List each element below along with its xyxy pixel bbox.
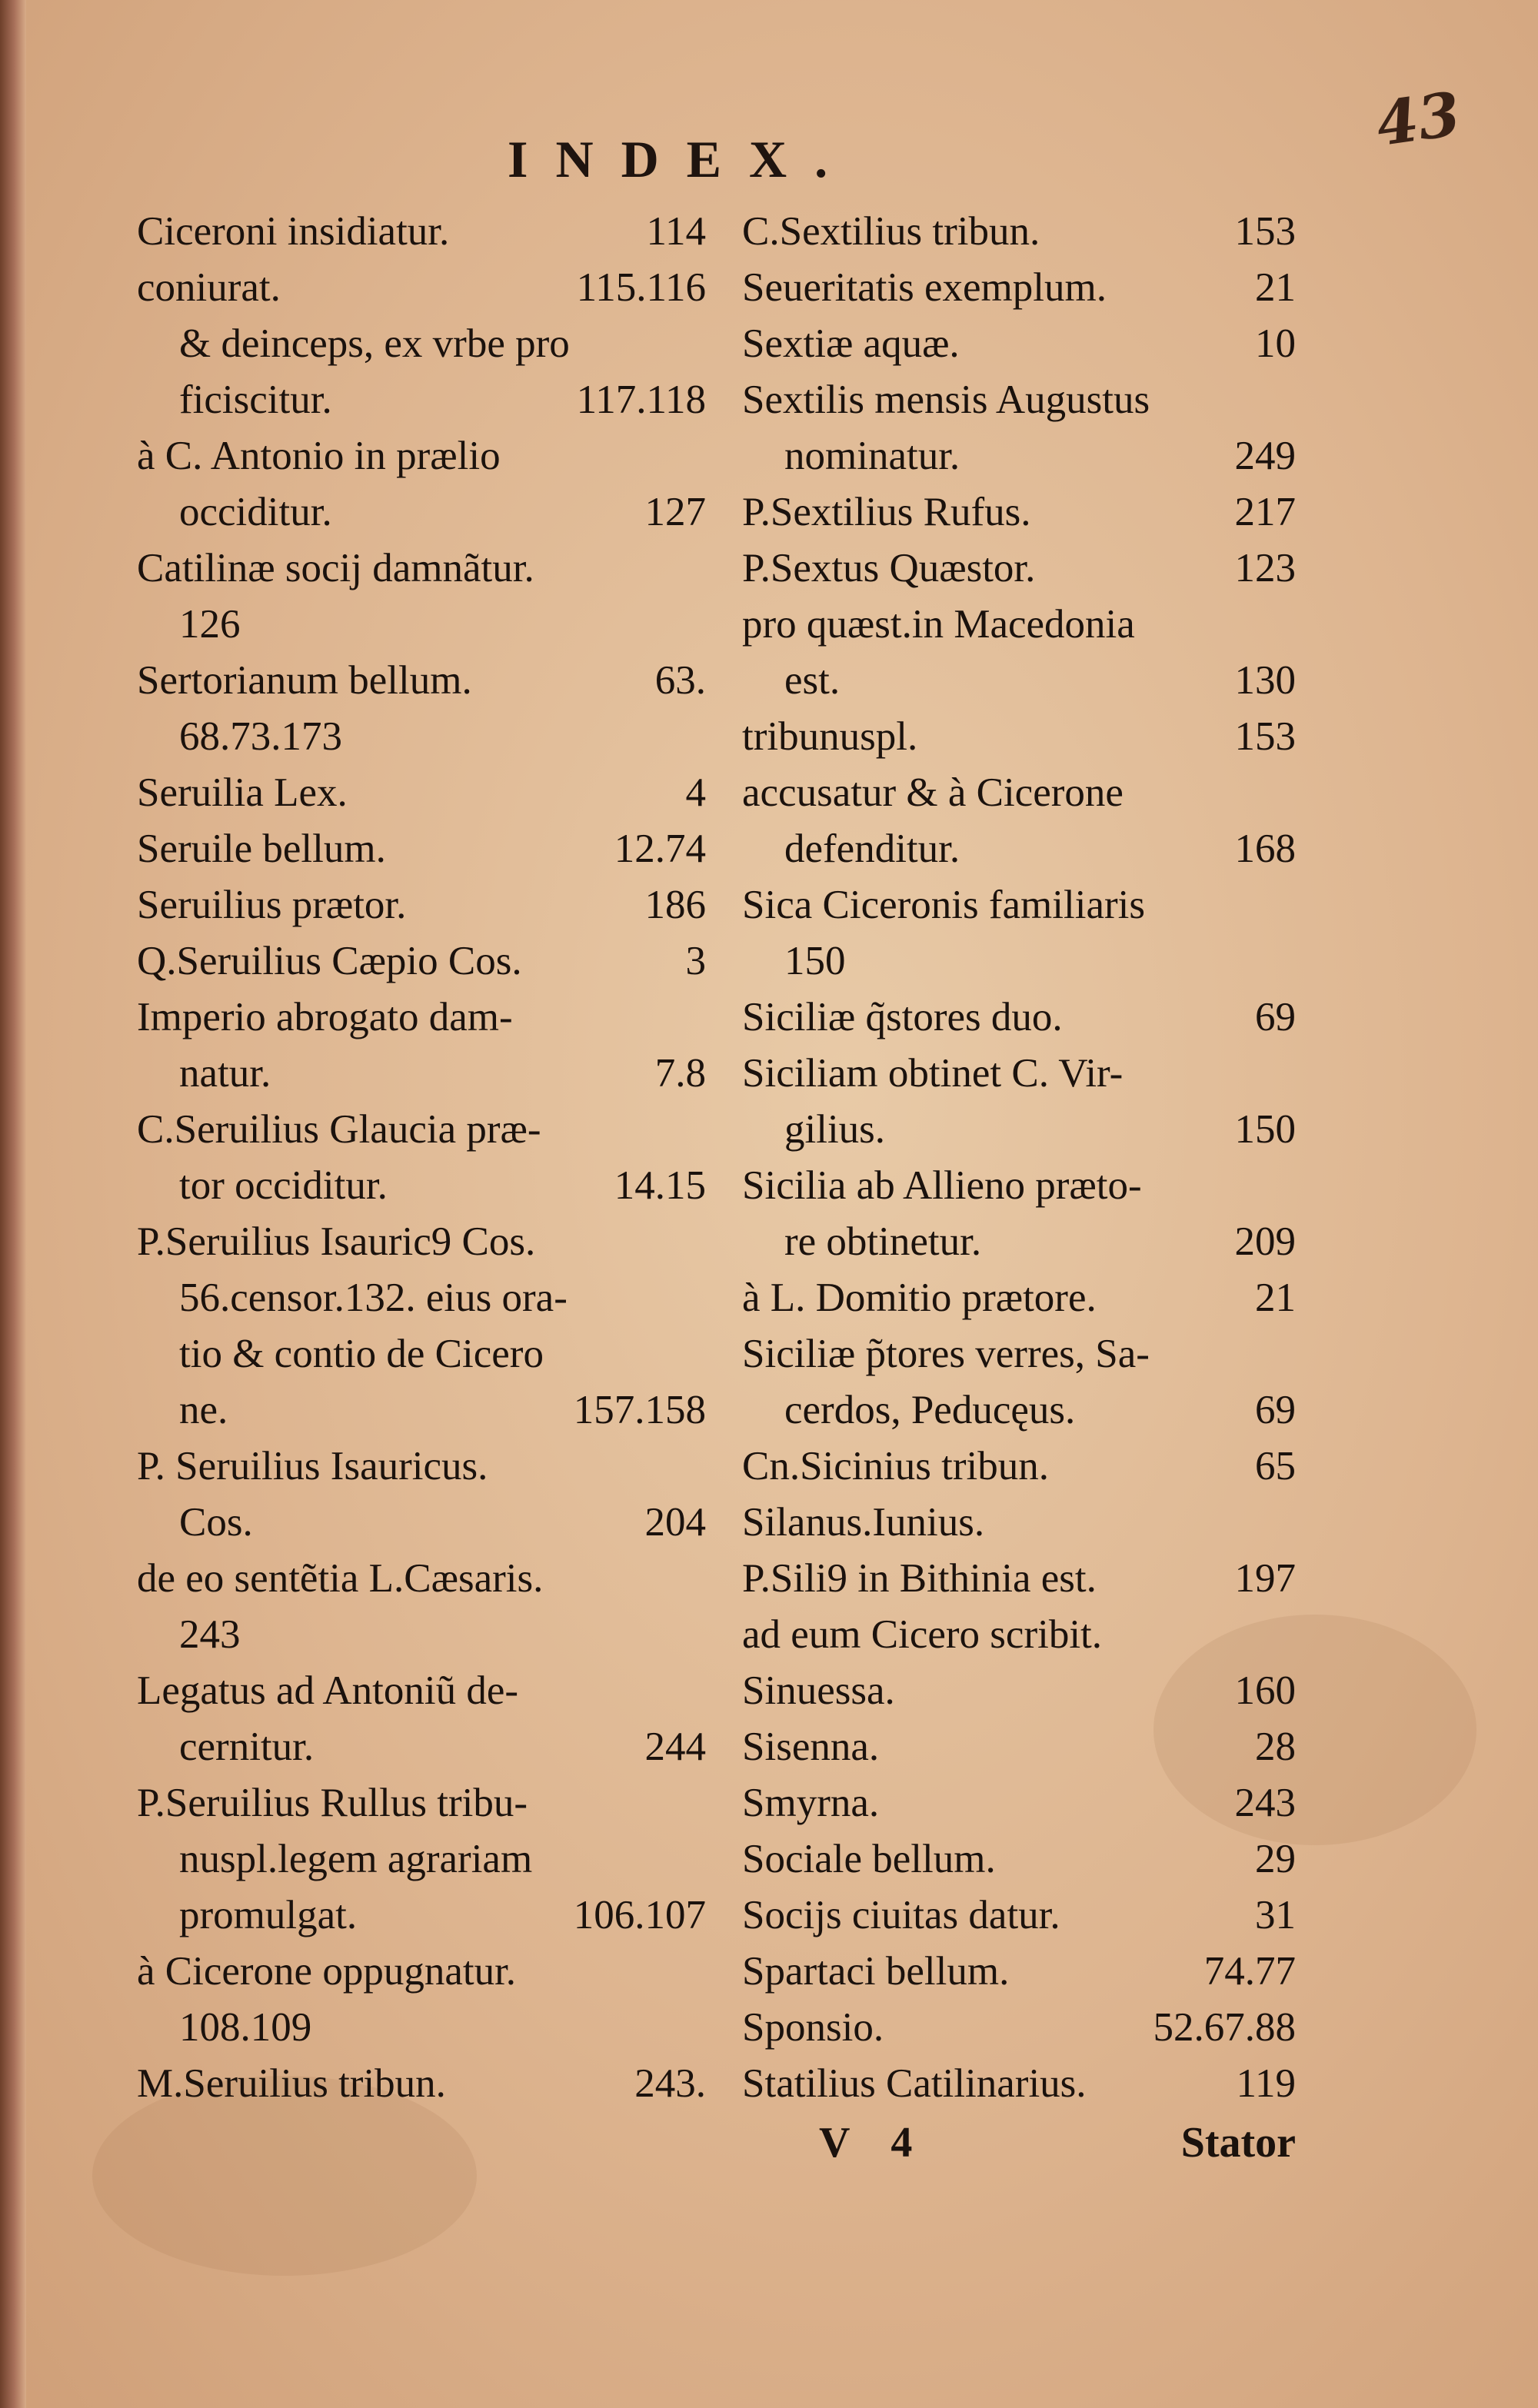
index-entry: [742, 2000, 1296, 2056]
index-entry-text: P. Seruilius Isauricus.: [137, 1444, 488, 1488]
index-entry-text: Legatus ad Antoniũ de-: [137, 1668, 519, 1713]
index-entry-text: Seueritatis exemplum.: [742, 265, 1107, 310]
index-entry-page: 186: [644, 883, 706, 927]
page-title: INDEX.: [508, 130, 856, 188]
index-entry-text: Smyrna.: [742, 1781, 880, 1825]
index-entry-text: Silanus.Iunius.: [742, 1500, 985, 1545]
index-entry-text: 68.73.173: [179, 714, 342, 759]
index-entry-page: 197: [1234, 1556, 1296, 1601]
index-entry-text: Sociale bellum.: [742, 1837, 996, 1881]
index-entry-page: 115.116: [576, 265, 706, 310]
index-entry: [137, 1495, 706, 1551]
index-entry-page: 14.15: [614, 1163, 706, 1208]
index-entry-text: tio & contio de Cicero: [179, 1332, 544, 1376]
index-entry-text: ficiscitur.: [179, 377, 332, 422]
index-entry-text: C.Seruilius Glaucia præ-: [137, 1107, 541, 1152]
index-entry-text: Siciliæ p̃tores verres, Sa-: [742, 1332, 1150, 1376]
index-entry: [742, 372, 1296, 428]
index-entry-page: 160: [1234, 1668, 1296, 1713]
index-entry-page: 52.67.88: [1153, 2005, 1296, 2050]
index-entry: [742, 989, 1296, 1046]
index-entry-page: 217: [1234, 490, 1296, 534]
index-entry-text: Socijs ciuitas datur.: [742, 1893, 1060, 1937]
index-entry: [137, 1831, 706, 1887]
index-entry-page: 204: [644, 1500, 706, 1545]
index-entry-text: re obtinetur.: [784, 1219, 982, 1264]
index-entry: [137, 709, 706, 765]
index-entry: [742, 1046, 1296, 1102]
index-entry-text: Siciliæ q̃stores duo.: [742, 995, 1063, 1039]
index-entry-page: 244: [644, 1725, 706, 1769]
index-entry: [137, 1887, 706, 1944]
index-entry: [742, 204, 1296, 260]
signature-mark: V 4: [819, 2119, 928, 2167]
index-entry-text: Sponsio.: [742, 2005, 884, 2050]
index-entry-text: accusatur & à Cicerone: [742, 770, 1124, 815]
index-entry: [137, 1775, 706, 1831]
page-footer: [742, 2118, 1296, 2174]
index-entry: [137, 1944, 706, 2000]
index-entry-text: P.Sextus Quæstor.: [742, 546, 1036, 590]
index-entry-text: Cos.: [179, 1500, 253, 1545]
book-spine-edge: [0, 0, 26, 2408]
index-entry: [137, 653, 706, 709]
index-entry-text: Sextilis mensis Augustus: [742, 377, 1150, 422]
index-entry-page: 119: [1236, 2061, 1296, 2106]
index-entry: [742, 1607, 1296, 1663]
index-entry: [137, 821, 706, 877]
index-entry: [137, 2000, 706, 2056]
index-entry: [742, 1495, 1296, 1551]
index-entry-text: nominatur.: [784, 434, 960, 478]
index-entry-text: tribunuspl.: [742, 714, 918, 759]
index-entry-page: 106.107: [573, 1893, 706, 1937]
index-entry-page: 4: [685, 770, 706, 815]
index-entry-text: Sica Ciceronis familiaris: [742, 883, 1145, 927]
index-entry: [137, 1158, 706, 1214]
index-entry: [742, 2056, 1296, 2112]
index-entry-page: 3: [685, 939, 706, 983]
index-entry: [137, 1214, 706, 1270]
index-entry-page: 69: [1255, 1388, 1296, 1432]
index-entry-text: Sinuessa.: [742, 1668, 895, 1713]
index-entry: [742, 1102, 1296, 1158]
index-entry-text: coniurat.: [137, 265, 281, 310]
index-entry-text: Sisenna.: [742, 1725, 880, 1769]
index-entry-text: & deinceps, ex vrbe pro: [179, 321, 570, 366]
index-entry: [137, 1438, 706, 1495]
index-entry-text: Seruilia Lex.: [137, 770, 348, 815]
index-entry: [137, 428, 706, 484]
index-entry-text: tor occiditur.: [179, 1163, 388, 1208]
index-entry: [137, 1382, 706, 1438]
index-entry-text: defenditur.: [784, 827, 960, 871]
index-entry-text: Cn.Sicinius tribun.: [742, 1444, 1050, 1488]
index-entry-page: 31: [1255, 1893, 1296, 1937]
index-entry-page: 249: [1234, 434, 1296, 478]
index-entry-text: occiditur.: [179, 490, 332, 534]
index-entry-text: Catilinæ socij damnãtur.: [137, 546, 534, 590]
index-entry-text: Sertorianum bellum.: [137, 658, 472, 703]
index-entry-page: 127: [644, 490, 706, 534]
index-entry: [137, 372, 706, 428]
index-entry: [137, 597, 706, 653]
index-entry: [137, 933, 706, 989]
index-entry-page: 243: [1234, 1781, 1296, 1825]
index-entry-page: 21: [1255, 1276, 1296, 1320]
index-entry-page: 114: [646, 209, 706, 254]
index-entry-page: 130: [1234, 658, 1296, 703]
index-entry-text: cernitur.: [179, 1725, 315, 1769]
index-entry: [742, 540, 1296, 597]
index-entry-page: 209: [1234, 1219, 1296, 1264]
index-entry-text: Imperio abrogato dam-: [137, 995, 513, 1039]
index-entry-text: de eo sentẽtia L.Cæsaris.: [137, 1556, 544, 1601]
index-entry: [137, 1326, 706, 1382]
index-entry-page: 168: [1234, 827, 1296, 871]
index-entry-page: 243.: [634, 2061, 706, 2106]
index-entry: [742, 1551, 1296, 1607]
index-entry: [742, 1663, 1296, 1719]
index-entry-text: Statilius Catilinarius.: [742, 2061, 1087, 2106]
index-entry: [137, 1551, 706, 1607]
index-entry-text: P.Seruilius Isauric9 Cos.: [137, 1219, 536, 1264]
catchword: Stator: [1180, 2119, 1296, 2167]
index-entry-page: 74.77: [1203, 1949, 1296, 1994]
index-column-right: [742, 204, 1296, 2112]
index-entry: [137, 1607, 706, 1663]
index-entry-page: 63.: [654, 658, 706, 703]
index-entry-text: M.Seruilius tribun.: [137, 2061, 446, 2106]
index-entry: [742, 484, 1296, 540]
index-entry: [137, 484, 706, 540]
index-entry: [742, 1831, 1296, 1887]
index-entry-text: Q.Seruilius Cæpio Cos.: [137, 939, 522, 983]
index-entry: [742, 1775, 1296, 1831]
index-entry-text: Sextiæ aquæ.: [742, 321, 960, 366]
index-entry-text: à C. Antonio in prælio: [137, 434, 501, 478]
index-entry: [742, 877, 1296, 933]
index-entry-text: P.Seruilius Rullus tribu-: [137, 1781, 528, 1825]
index-entry-text: promulgat.: [179, 1893, 358, 1937]
index-entry: [742, 1719, 1296, 1775]
index-entry: [742, 1382, 1296, 1438]
index-entry: [137, 765, 706, 821]
index-entry-page: 12.74: [614, 827, 706, 871]
index-entry-page: 21: [1255, 265, 1296, 310]
index-entry-page: 157.158: [573, 1388, 706, 1432]
index-entry-page: 65: [1255, 1444, 1296, 1488]
index-entry: [137, 1046, 706, 1102]
index-entry-text: P.Sili9 in Bithinia est.: [742, 1556, 1097, 1601]
index-entry-text: ne.: [179, 1388, 228, 1432]
index-entry: [742, 597, 1296, 653]
index-entry: [742, 653, 1296, 709]
index-entry-text: 150: [784, 939, 846, 983]
index-entry-page: 153: [1234, 209, 1296, 254]
index-entry: [742, 1438, 1296, 1495]
index-entry: [742, 316, 1296, 372]
index-entry: [137, 204, 706, 260]
index-entry-text: 126: [179, 602, 241, 647]
index-entry-page: 28: [1255, 1725, 1296, 1769]
index-entry: [137, 1663, 706, 1719]
index-entry: [742, 1326, 1296, 1382]
index-entry-text: cerdos, Peducęus.: [784, 1388, 1076, 1432]
index-entry: [137, 1102, 706, 1158]
handwritten-folio-number: 43: [1372, 78, 1465, 161]
index-entry-text: natur.: [179, 1051, 271, 1096]
index-entry: [137, 540, 706, 597]
index-entry-page: 69: [1255, 995, 1296, 1039]
index-entry-text: Sicilia ab Allieno præto-: [742, 1163, 1142, 1208]
index-entry: [742, 1214, 1296, 1270]
index-entry-text: pro quæst.in Macedonia: [742, 602, 1135, 647]
index-entry: [742, 428, 1296, 484]
index-entry-page: 117.118: [576, 377, 706, 422]
index-entry: [137, 1270, 706, 1326]
index-entry-text: Spartaci bellum.: [742, 1949, 1010, 1994]
index-entry-page: 29: [1255, 1837, 1296, 1881]
index-entry: [742, 1158, 1296, 1214]
index-column-left: [137, 204, 706, 2112]
index-entry-text: P.Sextilius Rufus.: [742, 490, 1031, 534]
index-entry: [137, 2056, 706, 2112]
index-entry-text: est.: [784, 658, 841, 703]
index-entry: [742, 1944, 1296, 2000]
index-entry: [742, 765, 1296, 821]
index-entry-text: Ciceroni insidiatur.: [137, 209, 450, 254]
index-entry-text: 108.109: [179, 2005, 312, 2050]
index-entry-page: 153: [1234, 714, 1296, 759]
index-entry-text: Seruilius prætor.: [137, 883, 407, 927]
index-entry-page: 7.8: [654, 1051, 706, 1096]
index-entry: [742, 821, 1296, 877]
index-entry-page: 10: [1255, 321, 1296, 366]
index-entry-text: nuspl.legem agrariam: [179, 1837, 533, 1881]
index-entry-page: 123: [1234, 546, 1296, 590]
index-entry-text: Seruile bellum.: [137, 827, 386, 871]
index-entry-text: à Cicerone oppugnatur.: [137, 1949, 517, 1994]
index-entry: [137, 260, 706, 316]
index-entry: [137, 1719, 706, 1775]
index-entry-text: 56.censor.132. eius ora-: [179, 1276, 568, 1320]
index-entry: [137, 989, 706, 1046]
index-entry-text: 243: [179, 1612, 241, 1657]
index-entry: [742, 1887, 1296, 1944]
index-entry: [137, 316, 706, 372]
index-entry: [137, 877, 706, 933]
index-entry-text: ad eum Cicero scribit.: [742, 1612, 1103, 1657]
index-entry-page: 150: [1234, 1107, 1296, 1152]
index-entry: [742, 1270, 1296, 1326]
index-entry-text: C.Sextilius tribun.: [742, 209, 1040, 254]
index-entry: [742, 709, 1296, 765]
index-entry-text: Siciliam obtinet C. Vir-: [742, 1051, 1124, 1096]
index-entry: [742, 933, 1296, 989]
index-entry-text: gilius.: [784, 1107, 886, 1152]
index-entry: [742, 260, 1296, 316]
index-entry-text: à L. Domitio prætore.: [742, 1276, 1097, 1320]
